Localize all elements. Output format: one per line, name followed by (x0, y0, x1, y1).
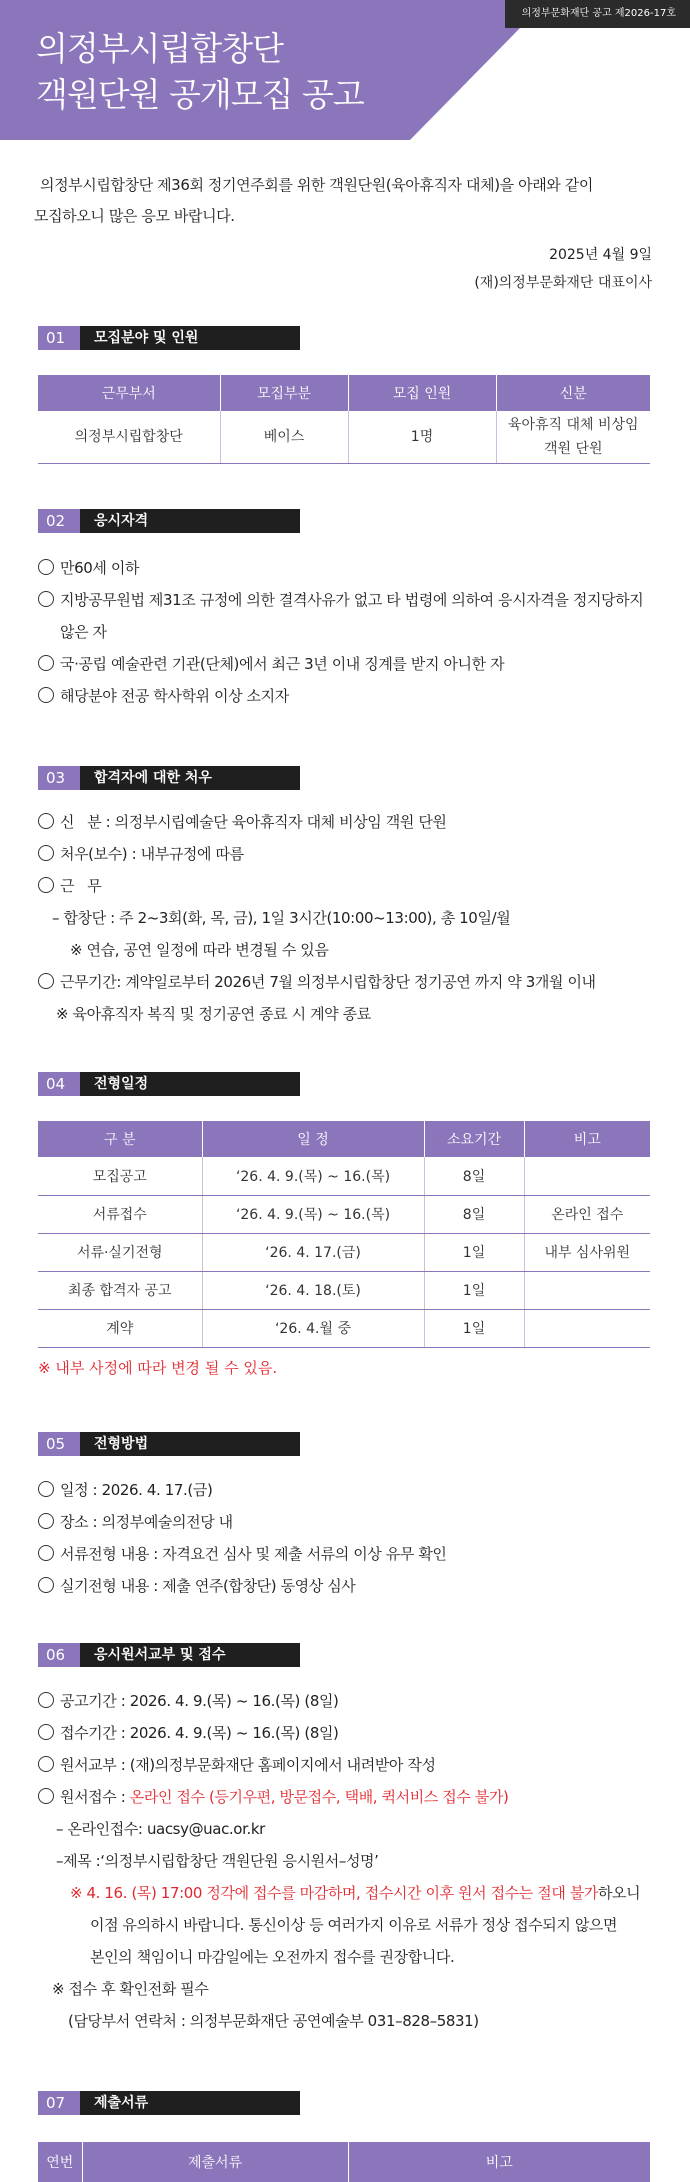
item-text: 원서교부 : (재)의정부문화재단 홈페이지에서 내려받아 작성 (60, 1756, 436, 1774)
intro-line-2: 모집하오니 많은 응모 바랍니다. (34, 207, 235, 225)
item-text: 서류전형 내용 : 자격요건 심사 및 제출 서류의 이상 유무 확인 (60, 1545, 447, 1563)
deadline-note (38, 1877, 658, 1909)
treatment-list (38, 806, 658, 1030)
application-list (38, 1685, 658, 2037)
col-header: 연번 (38, 2142, 82, 2182)
title-line-2: 객원단원 공개모집 공고 (36, 75, 364, 114)
cell-line: 육아휴직 대체 비상임 (507, 416, 639, 433)
list-item (38, 1781, 658, 1813)
col-header: 일 정 (202, 1121, 424, 1157)
deadline-note-continued (38, 1941, 658, 1973)
item-text-highlight: 온라인 접수 (등기우편, 방문접수, 택배, 퀵서비스 접수 불가) (129, 1788, 509, 1806)
table-header-row (38, 2142, 650, 2182)
circle-bullet-icon (38, 1756, 54, 1772)
item-text: ※ 육아휴직자 복직 및 정기공연 종료 시 계약 종료 (56, 1005, 371, 1023)
table-header-row (38, 375, 650, 411)
section-06-header (38, 1643, 300, 1667)
list-item (38, 806, 658, 838)
table-cell: 의정부시립합창단 (38, 411, 220, 463)
item-text-highlight: ※ 4. 16. (목) 17:00 정각에 접수를 마감하며, 접수시간 이후 원서 접수는 절대 불가 (70, 1884, 598, 1902)
list-item (38, 648, 658, 680)
table-row (38, 1233, 650, 1271)
section-05-header (38, 1432, 300, 1456)
item-text: 지방공무원법 제31조 규정에 의한 결격사유가 없고 타 법령에 의하여 응시자격을 정지당하지 (60, 591, 644, 609)
item-text: 접수기간 : 2026. 4. 9.(목) ~ 16.(목) (8일) (60, 1724, 339, 1742)
intro-text (34, 170, 660, 232)
circle-bullet-icon (38, 1481, 54, 1497)
section-title: 합격자에 대한 처우 (80, 766, 300, 790)
circle-bullet-icon (38, 973, 54, 989)
circle-bullet-icon (38, 687, 54, 703)
col-header: 소요기간 (424, 1121, 524, 1157)
item-text: 공고기간 : 2026. 4. 9.(목) ~ 16.(목) (8일) (60, 1692, 339, 1710)
table-row (38, 1157, 650, 1195)
item-text: 일정 : 2026. 4. 17.(금) (60, 1481, 213, 1499)
list-item-continued (38, 616, 658, 648)
section-04-header (38, 1072, 300, 1096)
section-title: 제출서류 (80, 2091, 300, 2115)
page-title (36, 26, 364, 118)
sub-item (38, 1845, 658, 1877)
table-cell: 베이스 (220, 411, 348, 463)
circle-bullet-icon (38, 559, 54, 575)
table-cell: 최종 합격자 공고 (38, 1271, 202, 1309)
intro-line-1: 의정부시립합창단 제36회 정기연주회를 위한 객원단원(육아휴직자 대체)을 아래와 같이 (40, 176, 593, 194)
circle-bullet-icon (38, 1513, 54, 1529)
table-cell: 8일 (424, 1157, 524, 1195)
item-text: 않은 자 (60, 623, 107, 641)
circle-bullet-icon (38, 1545, 54, 1561)
item-text: 장소 : 의정부예술의전당 내 (60, 1513, 233, 1531)
circle-bullet-icon (38, 1788, 54, 1804)
deadline-note-continued (38, 1909, 658, 1941)
col-header: 구 분 (38, 1121, 202, 1157)
list-item (38, 1685, 658, 1717)
table-cell: 서류·실기전형 (38, 1233, 202, 1271)
section-03-header (38, 766, 300, 790)
section-number: 01 (38, 326, 80, 350)
item-text: – 합창단 : 주 2~3회(화, 목, 금), 1일 3시간(10:00~13:00), 총 10일/월 (52, 909, 511, 927)
item-text: (담당부서 연락처 : 의정부문화재단 공연예술부 031–828–5831) (68, 2012, 479, 2030)
table-cell (524, 1271, 650, 1309)
list-item (38, 870, 658, 902)
table-cell: 1일 (424, 1233, 524, 1271)
documents-table (38, 2142, 650, 2182)
list-item (38, 1474, 658, 1506)
item-text: ※ 연습, 공연 일정에 따라 변경될 수 있음 (70, 941, 329, 959)
section-07-header (38, 2091, 300, 2115)
list-item (38, 838, 658, 870)
table-cell: ‘26. 4. 9.(목) ~ 16.(목) (202, 1195, 424, 1233)
email-text: – 온라인접수: uacsy@uac.or.kr (56, 1820, 265, 1838)
header-banner (0, 0, 690, 140)
section-number: 06 (38, 1643, 80, 1667)
col-header: 모집 인원 (348, 375, 496, 411)
item-text: 근 무 (60, 877, 102, 895)
item-text: –제목 :‘의정부시립합창단 객원단원 응시원서–성명’ (56, 1852, 379, 1870)
circle-bullet-icon (38, 1692, 54, 1708)
section-title: 모집분야 및 인원 (80, 326, 300, 350)
sub-note (38, 998, 658, 1030)
section-number: 07 (38, 2091, 80, 2115)
list-item (38, 680, 658, 712)
col-header: 신분 (496, 375, 650, 411)
sub-note (38, 934, 658, 966)
circle-bullet-icon (38, 1724, 54, 1740)
table-cell: 8일 (424, 1195, 524, 1233)
issuer: (재)의정부문화재단 대표이사 (474, 275, 652, 291)
item-text: ※ 접수 후 확인전화 필수 (52, 1980, 209, 1998)
table-row (38, 411, 650, 463)
section-number: 02 (38, 509, 80, 533)
table-row (38, 1271, 650, 1309)
table-cell: 온라인 접수 (524, 1195, 650, 1233)
table-cell (496, 411, 650, 463)
table-header-row (38, 1121, 650, 1157)
sub-item (38, 902, 658, 934)
section-title: 응시자격 (80, 509, 300, 533)
sub-note (38, 1973, 658, 2005)
cell-line: 객원 단원 (543, 440, 603, 457)
col-header: 제출서류 (82, 2142, 348, 2182)
section-01-header (38, 326, 300, 350)
table-cell: ‘26. 4. 18.(토) (202, 1271, 424, 1309)
section-title: 응시원서교부 및 접수 (80, 1643, 300, 1667)
schedule-table (38, 1121, 650, 1348)
recruit-table (38, 375, 650, 464)
notice-number: 의정부문화재단 공고 제2026-17호 (521, 8, 676, 19)
col-header: 비고 (348, 2142, 650, 2182)
table-cell: ‘26. 4. 17.(금) (202, 1233, 424, 1271)
list-item (38, 584, 658, 616)
list-item (38, 1570, 658, 1602)
item-text: 국·공립 예술관련 기관(단체)에서 최근 3년 이내 징계를 받지 아니한 자 (60, 655, 505, 673)
table-cell: 모집공고 (38, 1157, 202, 1195)
section-number: 05 (38, 1432, 80, 1456)
list-item (38, 1717, 658, 1749)
circle-bullet-icon (38, 877, 54, 893)
item-text: 해당분야 전공 학사학위 이상 소지자 (60, 687, 289, 705)
item-text: 이점 유의하시 바랍니다. 통신이상 등 여러가지 이유로 서류가 정상 접수되지 않으면 (90, 1916, 618, 1934)
contact-info (38, 2005, 658, 2037)
circle-bullet-icon (38, 813, 54, 829)
circle-bullet-icon (38, 655, 54, 671)
sub-item (38, 1813, 658, 1845)
item-text: 처우(보수) : 내부규정에 따름 (60, 845, 244, 863)
item-text: 근무기간: 계약일로부터 2026년 7월 의정부시립합창단 정기공연 까지 약 3개월 이내 (60, 973, 596, 991)
table-cell: 내부 심사위원 (524, 1233, 650, 1271)
item-text: 실기전형 내용 : 제출 연주(합창단) 동영상 심사 (60, 1577, 356, 1595)
section-title: 전형일정 (80, 1072, 300, 1096)
table-row (38, 1195, 650, 1233)
item-text: 만60세 이하 (60, 559, 140, 577)
table-cell: ‘26. 4. 9.(목) ~ 16.(목) (202, 1157, 424, 1195)
col-header: 비고 (524, 1121, 650, 1157)
item-text: 신 분 : 의정부시립예술단 육아휴직자 대체 비상임 객원 단원 (60, 813, 447, 831)
circle-bullet-icon (38, 1577, 54, 1593)
list-item (38, 1749, 658, 1781)
table-cell: 1일 (424, 1309, 524, 1347)
section-number: 03 (38, 766, 80, 790)
table-cell: 1일 (424, 1271, 524, 1309)
table-cell: 계약 (38, 1309, 202, 1347)
table-cell (524, 1157, 650, 1195)
table-row (38, 1309, 650, 1347)
section-number: 04 (38, 1072, 80, 1096)
item-text: 원서접수 : (60, 1788, 130, 1806)
col-header: 모집부분 (220, 375, 348, 411)
issue-date: 2025년 4월 9일 (549, 247, 652, 263)
section-title: 전형방법 (80, 1432, 300, 1456)
item-text: 하오니 (597, 1884, 641, 1902)
table-cell (524, 1309, 650, 1347)
table-cell: ‘26. 4.월 중 (202, 1309, 424, 1347)
list-item (38, 1506, 658, 1538)
table-cell: 서류접수 (38, 1195, 202, 1233)
eligibility-list (38, 552, 658, 712)
circle-bullet-icon (38, 845, 54, 861)
screening-method-list (38, 1474, 658, 1602)
circle-bullet-icon (38, 591, 54, 607)
schedule-change-note: ※ 내부 사정에 따라 변경 될 수 있음. (38, 1359, 278, 1377)
list-item (38, 966, 658, 998)
table-cell: 1명 (348, 411, 496, 463)
col-header: 근무부서 (38, 375, 220, 411)
title-line-1: 의정부시립합창단 (36, 29, 284, 68)
list-item (38, 1538, 658, 1570)
list-item (38, 552, 658, 584)
issue-date-block (474, 241, 652, 297)
section-02-header (38, 509, 300, 533)
item-text: 본인의 책임이니 마감일에는 오전까지 접수를 권장합니다. (90, 1948, 455, 1966)
